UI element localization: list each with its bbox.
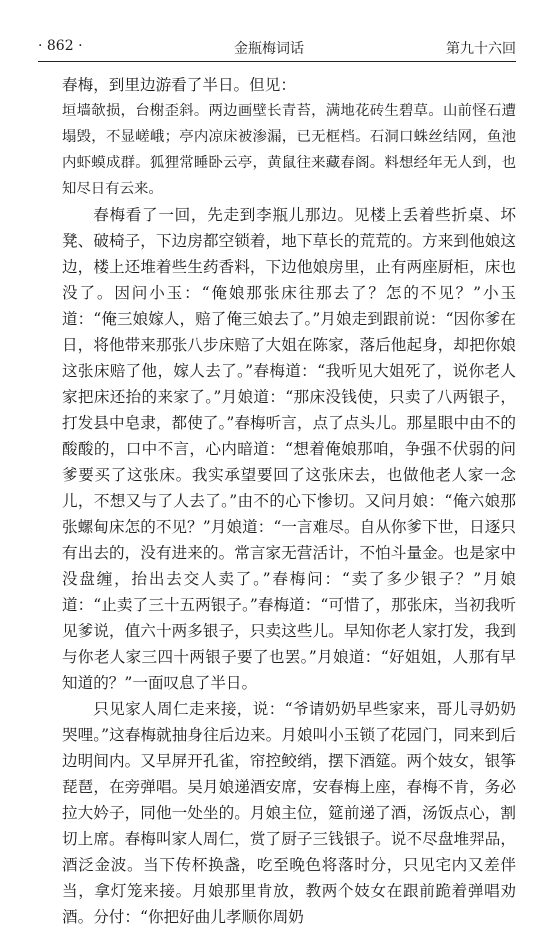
page-number: · 862 · [38,38,83,54]
header-rule [38,61,516,62]
paragraph-intro: 春梅，到里边游看了半日。但见： [62,76,296,94]
book-title: 金瓶梅词话 [234,41,304,57]
chapter-title: 第九十六回 [446,41,516,57]
body-text [62,72,516,930]
verse-block: 垣墙欹损，台榭歪斜。两边画壁长青苔，满地花砖生碧草。山前怪石遭塌毁，不显嵯峨；亭内凉床被渗漏，已无框档。石洞口蛛丝结网，鱼池内虾蟆成群。狐狸常睡卧云亭，黄鼠往来藏春阁。料想经年无人到，也知尽日有云来。 [62,103,516,197]
page-header [38,36,516,58]
paragraph-banquet: 只见家人周仁走来接，说：“爷请奶奶早些家来，哥儿寻奶奶哭哩。”这春梅就抽身往后边来。月娘叫小玉锁了花园门，同来到后边明间内。又早屏开孔雀，帘控鲛绡，摆下酒筵。两个妓女，银筝琵琶，在旁弹唱。吴月娘递酒安席，安春梅上座，春梅不肯，务必拉大妗子，同他一处坐的。月娘主位，筵前递了酒，汤饭点心，割切上席。春梅叫家人周仁，赏了厨子三钱银子。说不尽盘堆羿品，酒泛金波。当下传杯换盏，吃至晚色将落时分，只见宅内又差伴当，拿灯笼来接。月娘那里肯放，教两个妓女在跟前跪着弹唱劝酒。分付：“你把好曲儿孝顺你周奶 [62,700,516,926]
paragraph-chunmei-visit: 春梅看了一回，先走到李瓶儿那边。见楼上丢着些折桌、坏凳、破椅子，下边房都空锁着，地下草长的荒荒的。方来到他娘这边，楼上还堆着些生药香料，下边他娘房里，止有两座厨柜，床也没了。因问小玉：“俺娘那张床往那去了？怎的不见？”小玉道：“俺三娘嫁人，赔了俺三娘去了。”月娘走到跟前说：“因你爹在日，将他带来那张八步床赔了大姐在陈家，落后他起身，却把你娘这张床赔了他，嫁人去了。”春梅道：“我听见大姐死了，说你老人家把床还抬的来家了。”月娘道：“那床没钱使，只卖了八两银子，打发县中皂隶，都使了。”春梅听言，点了点头儿。那星眼中由不的酸酸的，口中不言，心内暗道：“想着俺娘那咱，争强不伏弱的问爹要买了这张床。我实承望要回了这张床去，也做他老人家一念儿，不想又与了人去了。”由不的心下惨切。又问月娘：“俺六娘那张螺甸床怎的不见？”月娘道：“一言难尽。自从你爹下世，日逐只有出去的，没有进来的。常言家无营活计，不怕斗量金。也是家中没盘缠，抬出去交人卖了。”春梅问：“卖了多少银子？”月娘道：“止卖了三十五两银子。”春梅道：“可惜了，那张床，当初我听见爹说，值六十两多银子，只卖这些儿。早知你老人家打发，我到与你老人家三四十两银子要了也罢。”月娘道：“好姐姐，人那有早知道的？”一面叹息了半日。 [62,206,516,692]
